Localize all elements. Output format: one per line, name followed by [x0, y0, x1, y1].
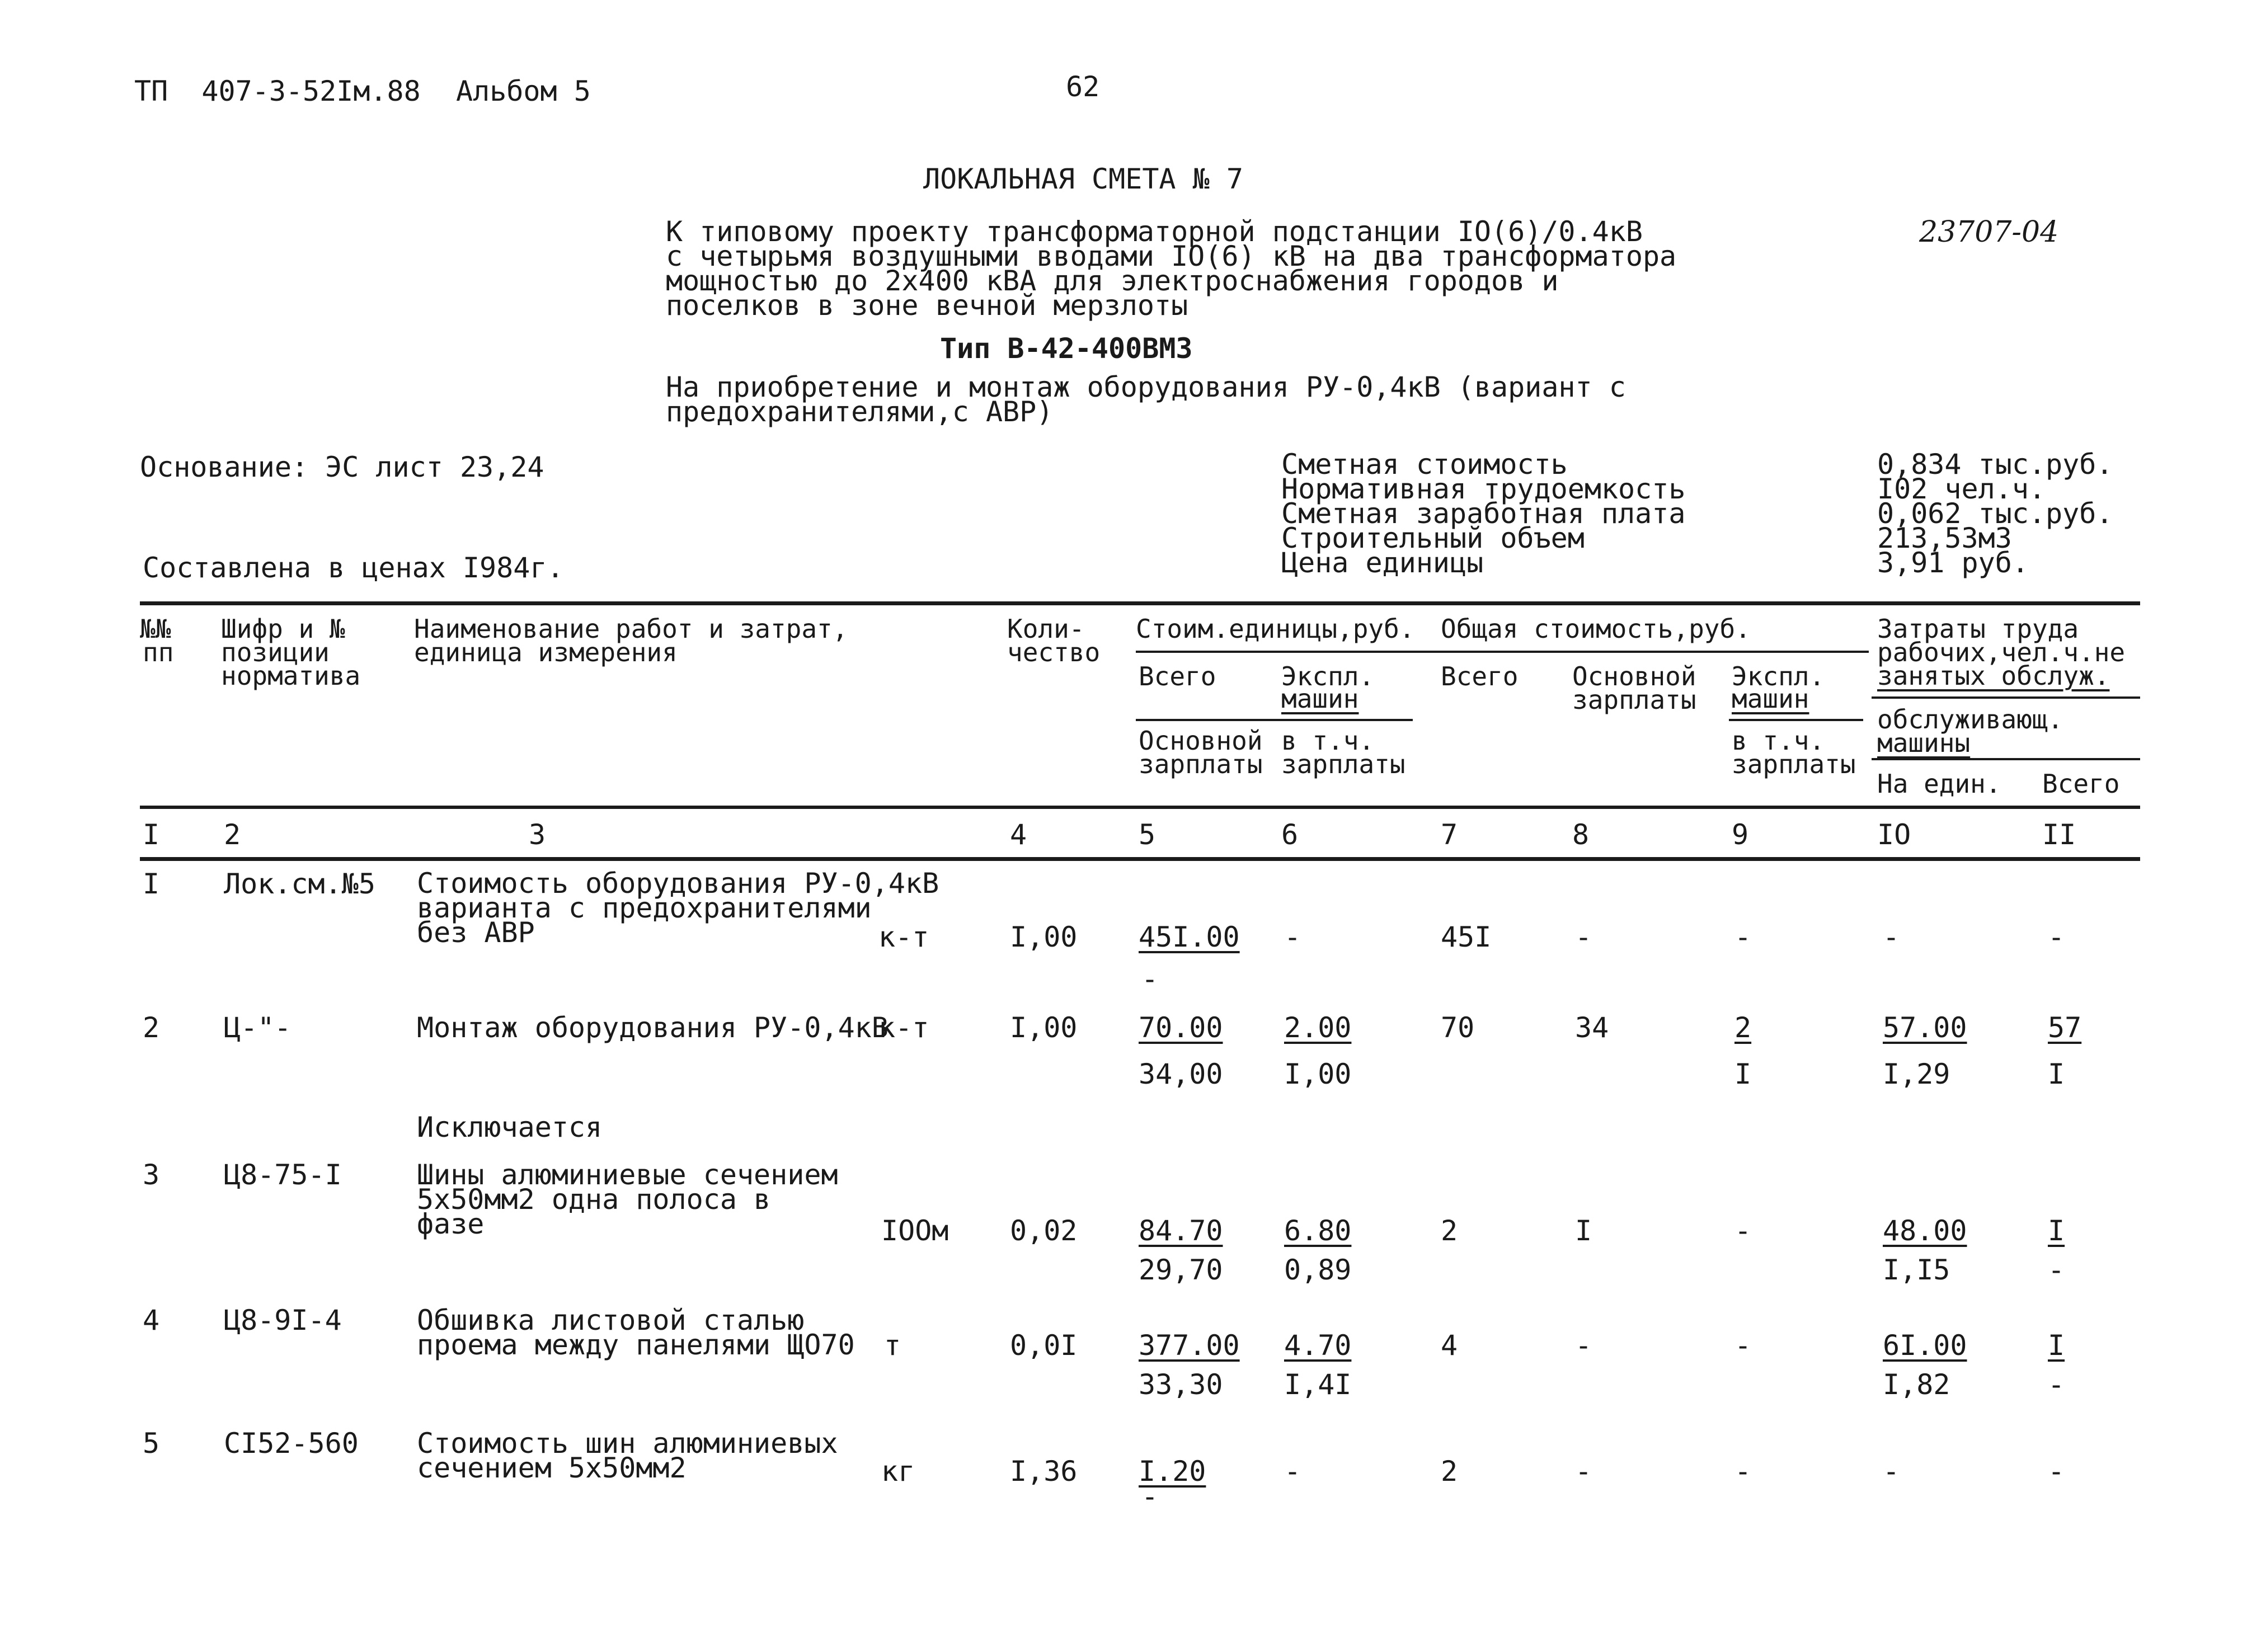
summary-label-3: Сметная заработная плата [1281, 497, 1686, 530]
col-header-10: На един. [1877, 769, 2001, 799]
labor-header-line-2: рабочих,чел.ч.не [1877, 637, 2126, 667]
row-unit-total: I.20 [1139, 1455, 1206, 1488]
col-header-1-line-1: №№ [140, 614, 171, 644]
header-sub-rule-2 [1136, 719, 1413, 721]
row-name-line-2: проема между панелями ЩО70 [417, 1329, 855, 1361]
col-header-2-line-2: позиции [221, 637, 330, 667]
row-code: Лок.см.№5 [224, 868, 375, 900]
row-unit-total: 45I.00 [1139, 921, 1240, 953]
row-unit-base-wage: - [1141, 1480, 1159, 1513]
type-line: Тип В-42-400ВМЗ [940, 332, 1193, 365]
row-unit: кг [881, 1455, 915, 1488]
col-header-11: Всего [2042, 769, 2120, 799]
row-qty: 0,02 [1010, 1215, 1078, 1247]
row-labor-unit-machines: I,I5 [1883, 1254, 1950, 1286]
row-unit-total: 84.70 [1139, 1215, 1223, 1247]
page-number: 62 [1066, 70, 1100, 103]
summary-label-1: Сметная стоимость [1281, 448, 1568, 481]
col-number-3: 3 [529, 818, 546, 851]
row-number: 5 [143, 1427, 160, 1460]
col-header-9-top-line-2: машин [1732, 684, 1809, 714]
col-number-4: 4 [1010, 818, 1027, 851]
total-cost-header: Общая стоимость,руб. [1441, 614, 1751, 644]
row-total-base-wage: 34 [1575, 1011, 1609, 1044]
row-total-machines: 2 [1734, 1011, 1752, 1044]
row-unit-machines: - [1284, 921, 1301, 953]
row-labor-unit: - [1883, 921, 1900, 953]
col-number-11: II [2042, 818, 2076, 851]
row-name-line-2: 5х50мм2 одна полоса в [417, 1183, 771, 1216]
row-labor-unit: 6I.00 [1883, 1329, 1967, 1362]
section-excluded: Исключается [417, 1111, 603, 1143]
row-total-base-wage: - [1575, 1329, 1592, 1362]
row-code: Ц-"- [224, 1011, 292, 1044]
header-sub-rule-4 [1872, 696, 2140, 699]
row-code: Ц8-9I-4 [224, 1304, 342, 1336]
col-number-6: 6 [1281, 818, 1299, 851]
row-code: СI52-560 [224, 1427, 359, 1460]
row-total-base-wage: - [1575, 921, 1592, 953]
row-name-line-3: без АВР [417, 916, 535, 949]
header-bottom-rule [140, 806, 2140, 809]
row-total-machines: - [1734, 1215, 1752, 1247]
row-unit-machines-wage: I,4I [1284, 1368, 1352, 1401]
col-number-8: 8 [1572, 818, 1590, 851]
row-unit-total: 377.00 [1139, 1329, 1240, 1362]
summary-value-2: I02 чел.ч. [1877, 473, 2046, 505]
col-header-9-bottom-line-2: зарплаты [1732, 749, 1856, 779]
col-number-9: 9 [1732, 818, 1749, 851]
col-header-8-line-2: зарплаты [1572, 685, 1696, 715]
row-total-machines: - [1734, 1329, 1752, 1362]
col-header-6-bottom-line-2: зарплаты [1281, 749, 1405, 779]
col-number-1: I [143, 818, 160, 851]
row-name-line-1: Стоимость оборудования РУ-0,4кВ [417, 867, 939, 900]
description-line-3: мощностью до 2х400 кВА для электроснабжения городов и [666, 265, 1559, 297]
row-qty: I,00 [1010, 1011, 1078, 1044]
col-number-2: 2 [224, 818, 241, 851]
row-number: I [143, 868, 160, 900]
summary-value-5: 3,91 руб. [1877, 547, 2029, 579]
row-unit: к-т [878, 1011, 929, 1044]
summary-value-3: 0,062 тыс.руб. [1877, 497, 2113, 530]
col-header-1-line-2: пп [143, 637, 174, 667]
row-total: 2 [1441, 1455, 1458, 1488]
col-header-6-top-line-1: Экспл. [1281, 661, 1375, 691]
row-name-line-3: фазе [417, 1208, 485, 1240]
header-sub-rule-3 [1729, 719, 1863, 721]
row-unit: IOOм [881, 1215, 949, 1247]
row-unit-machines-wage: 0,89 [1284, 1254, 1352, 1286]
summary-label-2: Нормативная трудоемкость [1281, 473, 1686, 505]
description-line-4: поселков в зоне вечной мерзлоты [666, 289, 1188, 322]
album-label: Альбом 5 [456, 75, 591, 107]
col-header-5-bottom-line-2: зарплаты [1139, 749, 1263, 779]
row-labor-total: - [2048, 921, 2065, 953]
col-header-9-bottom-line-1: в т.ч. [1732, 726, 1825, 756]
row-total: 70 [1441, 1011, 1475, 1044]
row-unit-machines: - [1284, 1455, 1301, 1488]
description-line-1: К типовому проекту трансформаторной подстанции IO(6)/0.4кВ [666, 215, 1643, 248]
prices-line: Составлена в ценах I984г. [143, 552, 564, 584]
row-qty: I,00 [1010, 921, 1078, 953]
document-code: ТП 407-3-52Iм.88 [134, 75, 421, 107]
row-unit: т [884, 1329, 901, 1362]
row-labor-total-machines: I [2048, 1058, 2065, 1090]
row-labor-total-machines: - [2048, 1368, 2065, 1401]
row-labor-total-machines: - [2048, 1254, 2065, 1286]
row-unit-machines: 6.80 [1284, 1215, 1352, 1247]
basis-line: Основание: ЭС лист 23,24 [140, 451, 544, 483]
header-sub-rule-5 [1872, 758, 2140, 760]
col-header-8-line-1: Основной [1572, 661, 1696, 691]
row-unit-total: 70.00 [1139, 1011, 1223, 1044]
row-total: 2 [1441, 1215, 1458, 1247]
row-unit-machines: 4.70 [1284, 1329, 1352, 1362]
row-labor-unit: 57.00 [1883, 1011, 1967, 1044]
col-header-5-bottom-line-1: Основной [1139, 726, 1263, 756]
summary-value-4: 213,53м3 [1877, 522, 2012, 554]
summary-value-1: 0,834 тыс.руб. [1877, 448, 2113, 481]
row-unit-machines-wage: I,00 [1284, 1058, 1352, 1090]
unit-cost-header: Стоим.единицы,руб. [1136, 614, 1415, 644]
col-header-4-line-1: Коли- [1007, 614, 1085, 644]
estimate-title: ЛОКАЛЬНАЯ СМЕТА № 7 [923, 163, 1243, 195]
summary-label-5: Цена единицы [1281, 547, 1484, 579]
row-name-line-1: Шины алюминиевые сечением [417, 1159, 838, 1191]
handwritten-code: 23707-04 [1919, 215, 2059, 249]
row-total-base-wage: I [1575, 1215, 1592, 1247]
labor2-header-line-1: обслуживающ. [1877, 704, 2063, 735]
labor2-header-line-2: машины [1877, 728, 1971, 758]
row-name-line-2: варианта с предохранителями [417, 892, 872, 924]
row-number: 2 [143, 1011, 160, 1044]
row-labor-unit: - [1883, 1455, 1900, 1488]
row-unit-base-wage: 34,00 [1139, 1058, 1223, 1090]
labor-header-line-3: занятых обслуж. [1877, 661, 2110, 691]
row-total-base-wage: - [1575, 1455, 1592, 1488]
col-header-5-top: Всего [1139, 661, 1216, 691]
col-number-5: 5 [1139, 818, 1156, 851]
description-line-2: с четырьмя воздушными вводами IO(6) кВ на два трансформатора [666, 240, 1677, 272]
header-sub-rule-1 [1136, 651, 1869, 653]
row-labor-total: - [2048, 1455, 2065, 1488]
row-code: Ц8-75-I [224, 1159, 342, 1191]
row-labor-unit: 48.00 [1883, 1215, 1967, 1247]
col-header-6-bottom-line-1: в т.ч. [1281, 726, 1375, 756]
row-name-line-1: Обшивка листовой сталью [417, 1304, 805, 1336]
row-name-line-1: Стоимость шин алюминиевых [417, 1427, 838, 1460]
table-top-rule [140, 601, 2140, 605]
col-header-3-line-2: единица измерения [414, 637, 678, 667]
summary-label-4: Строительный объем [1281, 522, 1585, 554]
numbers-bottom-rule [140, 857, 2140, 861]
row-number: 3 [143, 1159, 160, 1191]
row-unit-base-wage: 29,70 [1139, 1254, 1223, 1286]
row-unit: к-т [878, 921, 929, 953]
row-qty: 0,0I [1010, 1329, 1078, 1362]
col-header-6-top-line-2: машин [1281, 684, 1359, 714]
col-header-4-line-2: чество [1007, 637, 1101, 667]
row-qty: I,36 [1010, 1455, 1078, 1488]
col-number-7: 7 [1441, 818, 1458, 851]
col-number-10: IO [1877, 818, 1911, 851]
row-total: 4 [1441, 1329, 1458, 1362]
row-total-machines-wage: I [1734, 1058, 1752, 1090]
col-header-9-top-line-1: Экспл. [1732, 661, 1825, 691]
row-unit-base-wage: 33,30 [1139, 1368, 1223, 1401]
col-header-7: Всего [1441, 661, 1519, 691]
row-number: 4 [143, 1304, 160, 1336]
purpose-line-1: На приобретение и монтаж оборудования РУ-0,4кВ (вариант с [666, 371, 1626, 403]
row-labor-total: I [2048, 1329, 2065, 1362]
row-total-machines: - [1734, 921, 1752, 953]
row-name-line-2: сечением 5х50мм2 [417, 1452, 687, 1484]
row-labor-unit-machines: I,29 [1883, 1058, 1950, 1090]
row-name-line-1: Монтаж оборудования РУ-0,4кВ [417, 1011, 889, 1044]
row-labor-total: 57 [2048, 1011, 2082, 1044]
col-header-2-line-1: Шифр и № [221, 614, 345, 644]
col-header-2-line-3: норматива [221, 661, 361, 691]
col-header-3-line-1: Наименование работ и затрат, [414, 614, 848, 644]
row-labor-total: I [2048, 1215, 2065, 1247]
row-total-machines: - [1734, 1455, 1752, 1488]
row-unit-base-wage: - [1141, 963, 1159, 995]
purpose-line-2: предохранителями,с АВР) [666, 396, 1054, 428]
row-labor-unit-machines: I,82 [1883, 1368, 1950, 1401]
labor-header-line-1: Затраты труда [1877, 614, 2079, 644]
row-unit-machines: 2.00 [1284, 1011, 1352, 1044]
row-total: 45I [1441, 921, 1492, 953]
